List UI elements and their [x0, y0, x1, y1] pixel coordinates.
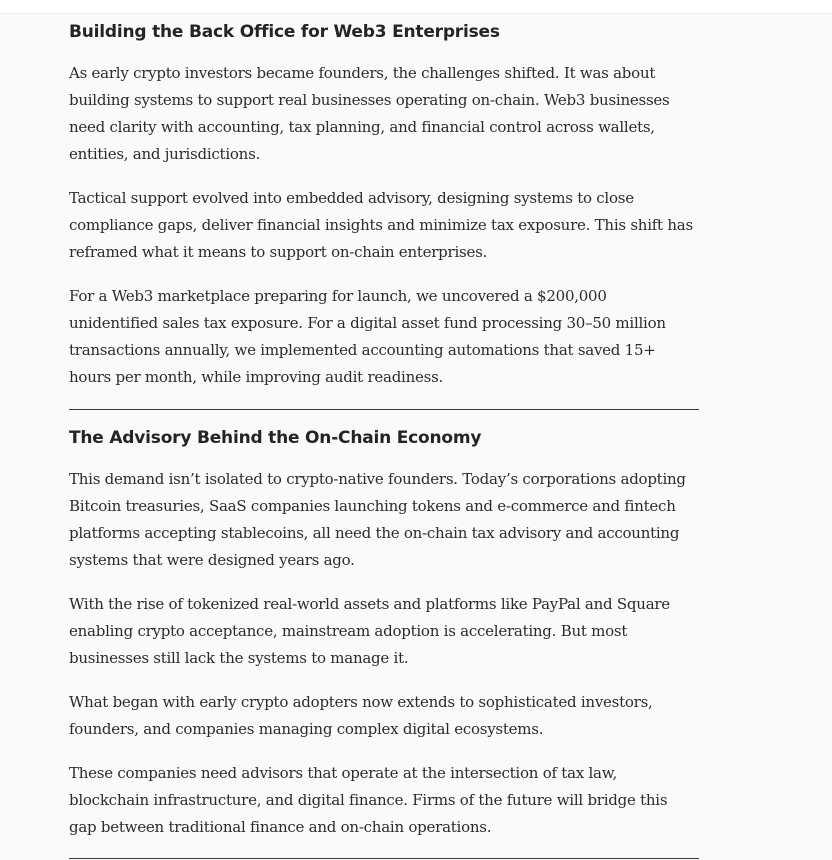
paragraph-early-adopters: What began with early crypto adopters now extends to sophisticated investors, founders, and companies managing complex digital ecosystems. — [69, 693, 653, 738]
section-heading-advisory: The Advisory Behind the On-Chain Economy — [69, 428, 482, 448]
section-divider — [69, 409, 699, 410]
paragraph-tokenized-assets: With the rise of tokenized real-world assets and platforms like PayPal and Square enabling crypto acceptance, mainstream adoption is accelerating. But most businesses still lack the systems to manage it. — [69, 595, 670, 667]
paragraph-advisors: These companies need advisors that operate at the intersection of tax law, blockchain infrastructure, and digital finance. Firms of the future will bridge this gap between traditional finance and on-chain operations. — [69, 764, 668, 836]
top-bar — [0, 0, 832, 14]
paragraph-founders: As early crypto investors became founders, the challenges shifted. It was about building systems to support real businesses operating on-chain. Web3 businesses need clarity with accounting, tax planning, and financial control across wallets, entities, and jurisdictions. — [69, 64, 670, 163]
paragraph-embedded-advisory: Tactical support evolved into embedded advisory, designing systems to close compliance gaps, deliver financial insights and minimize tax exposure. This shift has reframed what it means to support on-chain enterprises. — [69, 189, 693, 261]
paragraph-demand: This demand isn’t isolated to crypto-native founders. Today’s corporations adopting Bitcoin treasuries, SaaS companies launching tokens and e-commerce and fintech platforms accepting stablecoins, all need the on-chain tax advisory and accounting systems that were designed years ago. — [69, 470, 686, 569]
section-divider-bottom — [69, 858, 699, 859]
section-heading-back-office: Building the Back Office for Web3 Enterprises — [69, 22, 500, 42]
paragraph-case-studies: For a Web3 marketplace preparing for launch, we uncovered a $200,000 unidentified sales tax exposure. For a digital asset fund processing 30–50 million transactions annually, we implemented accounting automations that saved 15+ hours per month, while improving audit readiness. — [69, 287, 666, 386]
